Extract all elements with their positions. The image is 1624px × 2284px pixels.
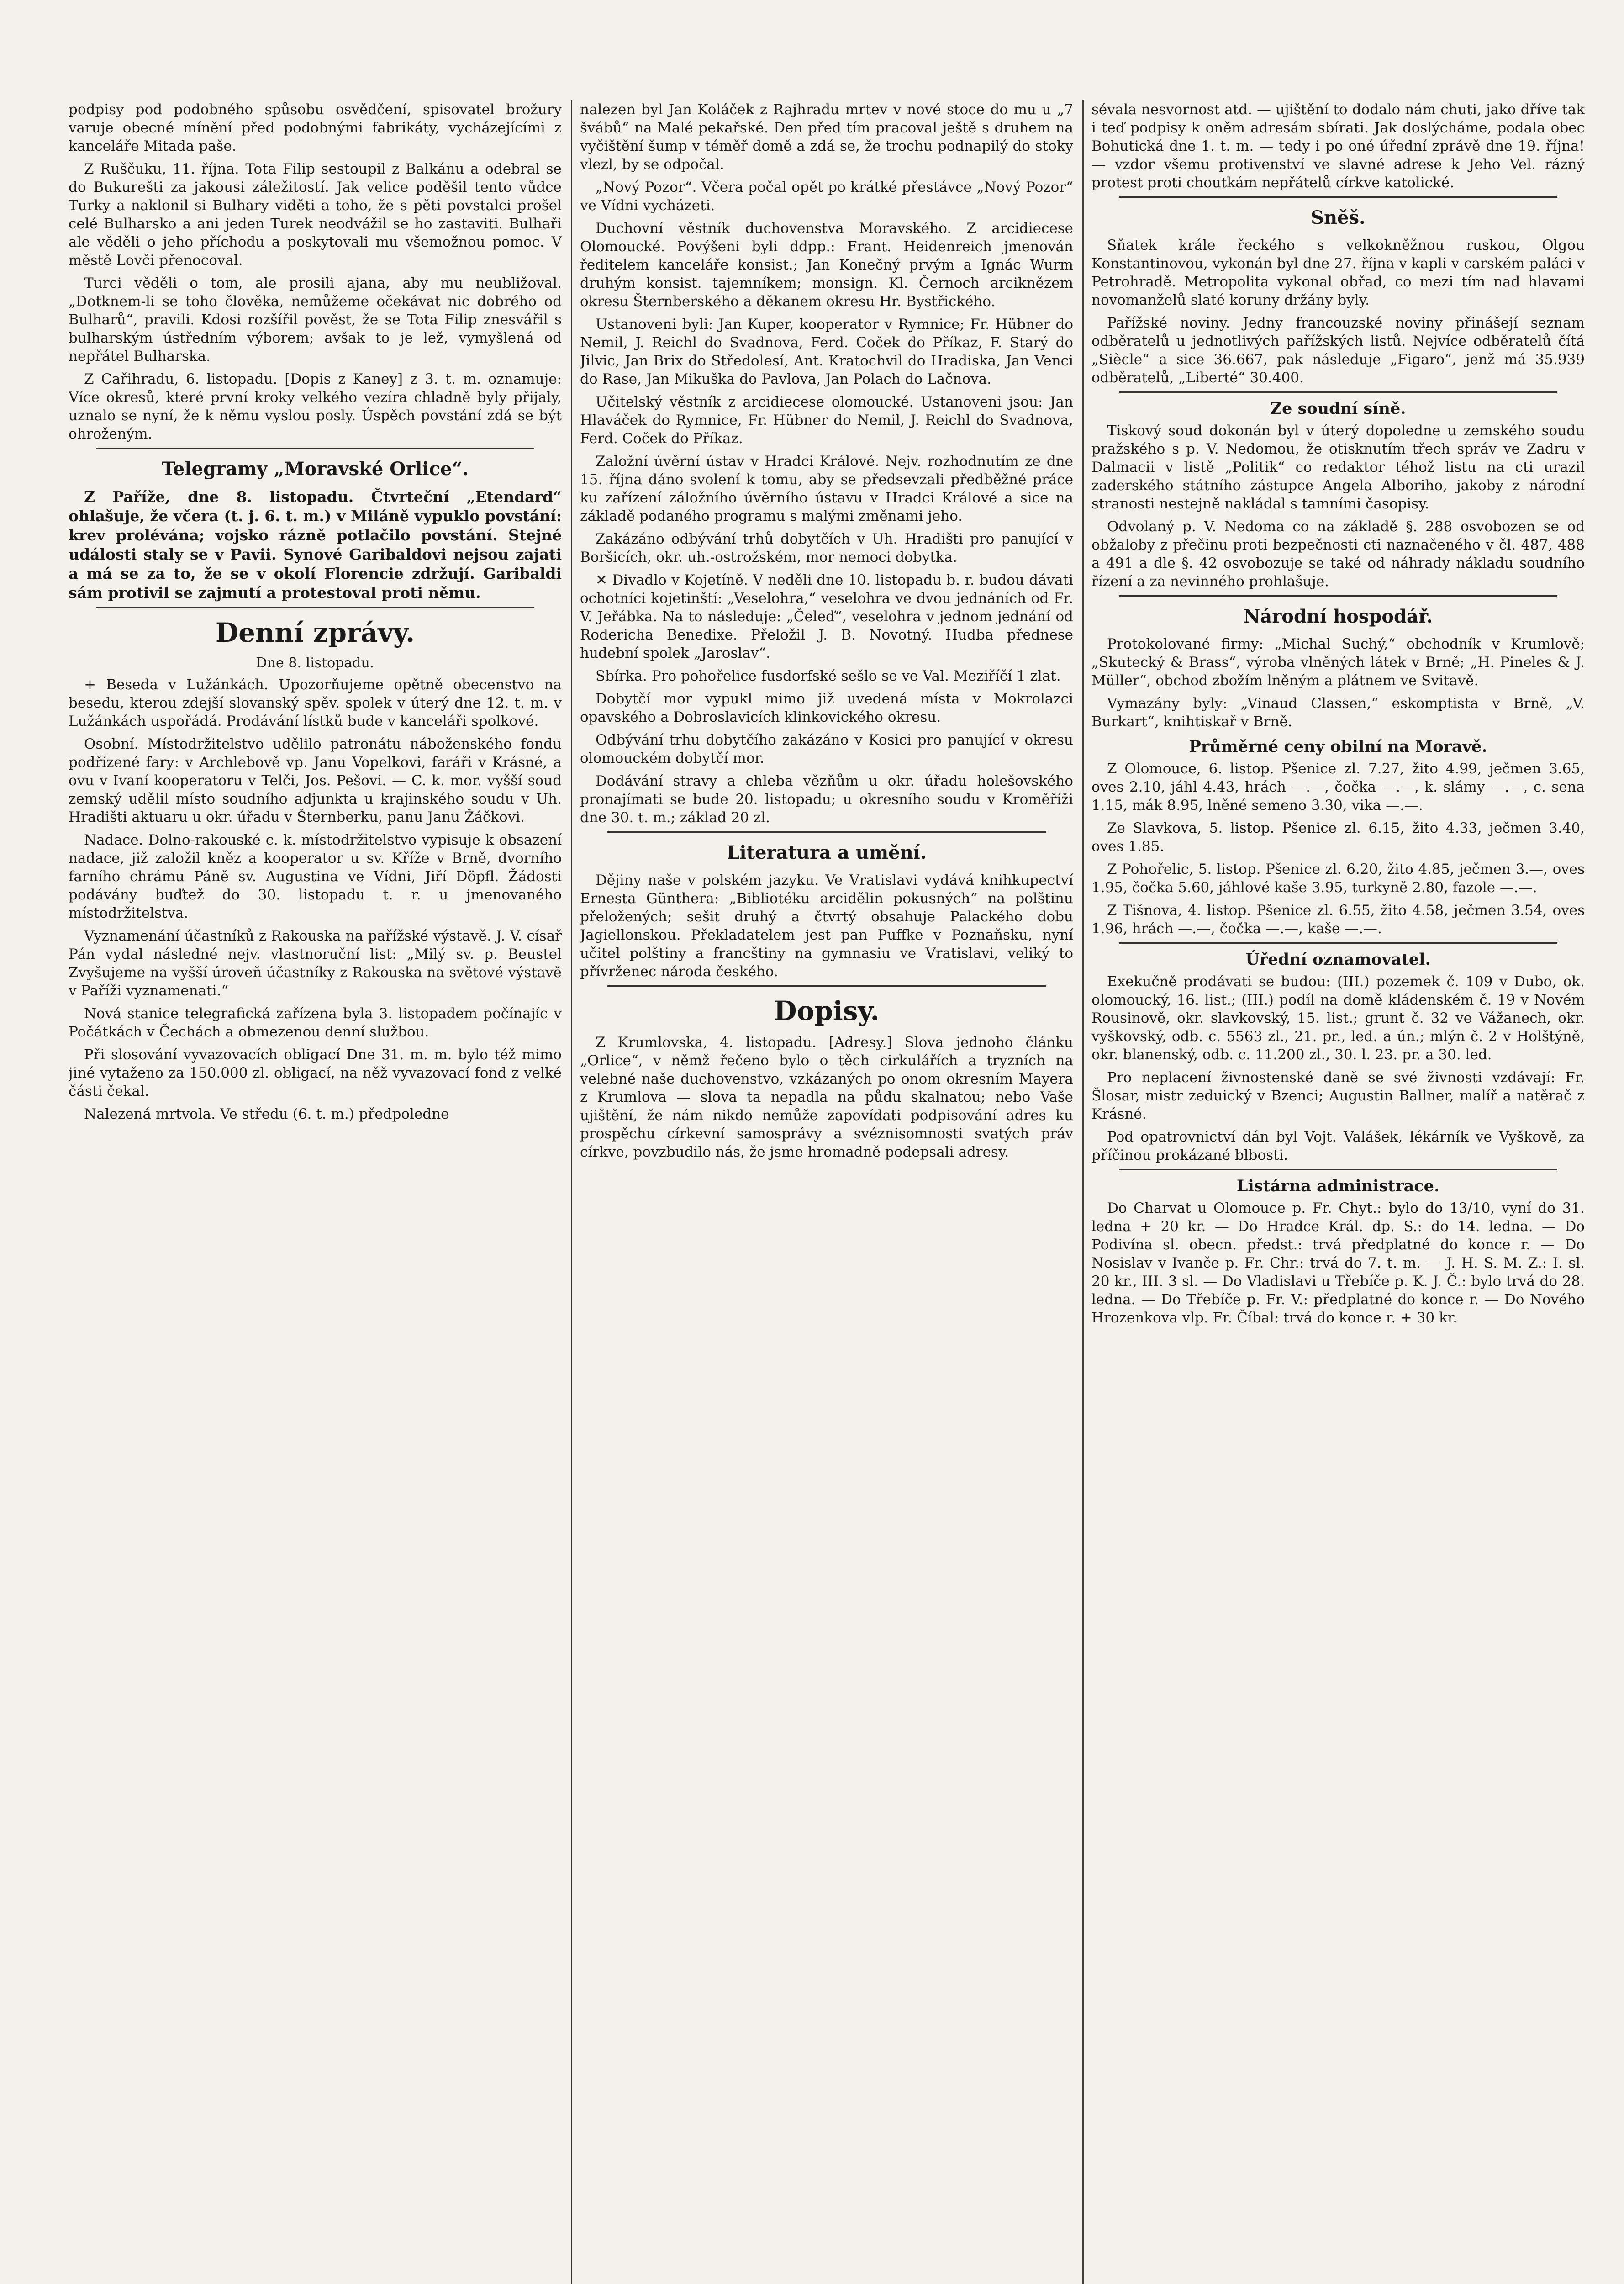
section-divider [1119, 942, 1557, 944]
section-divider [1119, 595, 1557, 597]
news-item-vyznamenani: Vyznamenání účastníků z Rakouska na pařížské výstavě. J. V. císař Pán vydal následné nejv. vlastnoruční list: „Milý sv. p. Beustel Zvyšujeme na vyšší úroveň účastníky z Rakouska na světové výstavě v Paříži vyznamenati.“ [69, 928, 562, 999]
news-item-beseda: + Beseda v Lužánkách. Upozorňujeme opětně obecenstvo na besedu, kterou zdejší slovanský spěv. spolek v úterý dne 12. t. m. v Lužánkách uspořádá. Prodávání lístků bude v kanceláři spolkové. [69, 677, 562, 730]
news-item-mor: Dobytčí mor vypukl mimo již uvedená místa v Mokrolazci opavského a Dobroslavicích klinkovického okresu. [580, 691, 1073, 725]
section-title-snes: Sněš. [1311, 207, 1366, 228]
telegram-text: Z Paříže, dne 8. listopadu. Čtvrteční „Etendard“ ohlašuje, že včera (t. j. 6. t. m.) v Miláně vypuklo povstání: krev prolévána; vojsko rázně potlačilo povstání. Stejné události staly se v Pavii. Synové Garibaldovi nejsou zajati a má se za to, že se v okolí Florencie zdržují. Garibaldi sám protivil se zajmutí a protestoval proti němu. [69, 488, 562, 602]
section-divider [96, 448, 534, 449]
news-item-duchovni-vestnik: Duchovní věstník duchovenstva Moravského. Z arcidiecese Olomoucké. Povýšeni byli ddpp.: Frant. Heidenreich jmenován ředitelem kanceláře konsist.; Jan Konečný prvým a Ignác Wurm druhým konsist. tajemníkem; monsign. Kl. Černoch arciknězem okresu Šternberského a děkanem okresu Hr. Bystřického. [580, 220, 1073, 310]
news-item-ustanoveni: Ustanoveni byli: Jan Kuper, kooperator v Rymnice; Fr. Hübner do Nemil, J. Reichl do Svadnova, Ferd. Coček do Příkaz, F. Starý do Jilvic, Jan Brix do Středolesí, Ant. Kratochvil do Hradiska, Jan Venci do Rase, Jan Mikuška do Pavlova, Jan Polach do Lačnova. [580, 316, 1073, 387]
section-title-ceny: Průměrné ceny obilní na Moravě. [1189, 737, 1487, 756]
column-divider [571, 100, 572, 2284]
notice-listarna: Do Charvat u Olomouce p. Fr. Chyt.: bylo do 13/10, vyní do 31. ledna + 20 kr. — Do Hradce Král. dp. S.: do 14. ledna. — Do Podivína sl. obecn. předst.: trvá předplatné do konce r. — Do Nosislav v Ivanče p. Fr. Chr.: trvá do 7. t. m. — J. H. S. M. Z.: I. sl. 20 kr., III. 3 sl. — Do Vladislavi u Třebíče p. K. J. Č.: bylo trvá do 28. ledna. — Do Třebíče p. Fr. V.: předplatné do konce r. — Do Nového Hrozenkova vlp. Fr. Číbal: trvá do konce r. + 30 kr. [1091, 1200, 1585, 1326]
section-title-denni-zpravy: Denní zprávy. [215, 617, 415, 648]
telegram-block [69, 487, 562, 603]
news-item-sbirka: Sbírka. Pro pohořelice fusdorfské sešlo se ve Val. Meziříčí 1 zlat. [596, 668, 1061, 684]
price-tisnov: Z Tišnova, 4. listop. Pšenice zl. 6.55, žito 4.58, ječmen 3.54, oves 1.96, hrách —.—, čočka —.—, kaše —.—. [1091, 902, 1585, 937]
section-title-listarna: Listárna administrace. [1236, 1177, 1440, 1195]
article-carihrad: Z Cařihradu, 6. listopadu. [Dopis z Kaney] z 3. t. m. oznamuje: Více okresů, které první kroky velkého vezíra chladně byly přijaly, uznalo se nyní, že k němu vyslou posly. Úspěch povstání zdá se být ohroženým. [69, 371, 562, 442]
section-divider [1119, 1169, 1557, 1170]
section-divider [96, 607, 534, 608]
news-item-trh-zakaz: Odbývání trhu dobytčího zakázáno v Kosici pro panující v okresu olomouckém dobytčí mor. [580, 732, 1073, 767]
column-divider [1082, 100, 1084, 2284]
newspaper-page [69, 69, 1612, 2284]
article-text: Turci věděli o tom, ale prosili ajana, aby mu neubližoval. „Dotknem-li se toho člověka, nemůžeme očekávat nic dobrého od Bulharů“, pravili. Kdosi rozšířil pověst, že se Tota Filip znesvářil s bulharským ústředním výborem; avšak to je lež, vymyšlená od nepřátel Bulharska. [69, 275, 562, 365]
section-divider [607, 831, 1046, 833]
article-text: podpisy pod podobného spůsobu osvědčení, spisovatel brožury varuje obecné mínění před podobnými fabrikáty, vycházejícími z kanceláře Mitada paše. [69, 101, 562, 154]
news-item-mrtvola: Nalezená mrtvola. Ve středu (6. t. m.) předpoledne [84, 1106, 449, 1122]
column-3 [1091, 100, 1585, 2284]
news-item-parizske-noviny: Pařížské noviny. Jedny francouzské noviny přinášejí seznam odběratelů u jednotlivých pařížských listů. Nejvíce odběratelů čítá „Siècle“ a sice 36.667, pak následuje „Figaro“, jenž má 35.939 odběratelů, „Liberté“ 30.400. [1091, 315, 1585, 386]
news-item-strava: Dodávání stravy a chleba vězňům u okr. úřadu holešovského pronajímati se bude 20. listopadu; u okresního soudu v Kroměříži dne 30. t. m.; základ 20 zl. [580, 773, 1073, 826]
column-1 [69, 100, 562, 2284]
section-divider [1119, 391, 1557, 393]
news-item-tiskovy-soud: Tiskový soud dokonán byl v úterý dopoledne u zemského soudu pražského s p. V. Nedomou, že otisknutím třech správ ve Zadru v Dalmacii v listě „Politik“ co redaktor téhož listu na cti urazil zaderského státního zástupce Angela Alboriho, jakoby z národní stranosti nestejně nakládal s tamními časopisy. [1091, 423, 1585, 512]
section-title-uredni: Úřední oznamovatel. [1245, 950, 1431, 969]
section-divider [607, 985, 1046, 987]
section-title-dopisy: Dopisy. [774, 995, 880, 1026]
price-slavkov: Ze Slavkova, 5. listop. Pšenice zl. 6.15, žito 4.33, ječmen 3.40, oves 1.85. [1091, 820, 1585, 855]
news-item-firmy: Protokolované firmy: „Michal Suchý,“ obchodník v Krumlově; „Skutecký & Brass“, výroba vlněných látek v Brně; „H. Pineles & J. Müller“, obchod zbožím lněným a plátnem ve Svitavě. [1091, 636, 1585, 689]
notice-zivnost: Pro neplacení živnostenské daně se své živnosti vzdávají: Fr. Šlosar, mistr zeduický v Bzenci; Augustin Ballner, malíř a natěrač z Krásné. [1091, 1069, 1585, 1122]
letter-krumlovsko: Z Krumlovska, 4. listopadu. [Adresy.] Slova jednoho článku „Orlice“, v němž řečeno bylo o těch cirkulářích a tryzních na velebné naše duchovenstvo, vzkázaných po onom okresním Mayera z Krumlova — slova ta nepadla na půdu skalnatou; nebo Vaše ujištění, že nám nikdo nemůže zapovídati podpisování adres ku prospěchu církevní samosprávy a svéznisomnosti svatých práv církve, povzbudilo nás, že jsme hromadně podepsali adresy. [580, 1034, 1073, 1160]
notice-opatrovnictvi: Pod opatrovnictví dán byl Vojt. Valášek, lékárník ve Vyškově, za příčinou prokázané blbosti. [1091, 1129, 1585, 1163]
section-title-hospodar: Národní hospodář. [1243, 606, 1433, 627]
news-item-divadlo: ✕ Divadlo v Kojetíně. V neděli dne 10. listopadu b. r. budou dávati ochotníci kojetinští: „Veselohra,“ veselohra ve dvou jednáních od Fr. V. Jeřábka. Na to následuje: „Čeleď“, veselohra v jednom jednání od Rodericha Benedixe. Přeložil J. B. Novotný. Hudba přednese hudební spolek „Jaroslav“. [580, 572, 1073, 661]
news-item-vymazany: Vymazány byly: „Vinaud Classen,“ eskomptista v Brně, „V. Burkart“, knihtiskař v Brně. [1091, 695, 1585, 730]
news-item-nadace: Nadace. Dolno-rakouské c. k. místodržitelstvo vypisuje k obsazení nadace, již založil kněz a kooperator u sv. Kříže v Brně, dvorního farního chrámu Páně sv. Augustina ve Vídni, Jiří Döpfl. Žádosti podávány buďtež do 30. listopadu t. r. u jmenovaného místodržitelstva. [69, 832, 562, 921]
letter-continuation: sévala nesvornost atd. — ujištění to dodalo nám chuti, jako dříve tak i teď podpisy k oněm adresám sbírati. Jak doslýcháme, podala obec Bohutická dne 1. t. m. — tedy i po oné úřední zprávě dne 19. října! — vzdor všemu protivenství ve slavné adrese k Jeho Vel. rázný protest proti choutkám nepřátelů církve katolické. [1091, 101, 1585, 191]
news-item-osobni: Osobní. Místodržitelstvo udělilo patronátu náboženského fondu podřízené fary: v Archlebově vp. Janu Vopelkovi, faráři v Krásné, a ovu v Ivaní kooperatoru v Telči, Jos. Pešovi. — C. k. mor. vyšší soud zemský udělil místo soudního adjunkta u krajinského soudu v Uh. Hradišti aktuaru u okr. úřadu v Šternberku, panu Janu Žáčkovi. [69, 736, 562, 825]
news-item-dejiny: Dějiny naše v polském jazyku. Ve Vratislavi vydává knihkupectví Ernesta Günthera: „Bibliotéku arcidělin pokusných“ na polštinu přeložených; sešit druhý a čtvrtý obsahuje Palackého dobu Jagiellonskou. Překladatelem jest pan Puffke v Poznaňsku, nyní učitel polštiny a francštiny na gymnasiu ve Vratislavi, veliký to přívrženec národa českého. [580, 872, 1073, 980]
notice-exekuce: Exekučně prodávati se budou: (III.) pozemek č. 109 v Dubo, ok. olomoucký, 16. list.; (III.) podíl na domě kládenském č. 19 v Novém Rousinově, okr. slavkovský, 15. list.; grunt č. 32 ve Vážanech, okr. vyškovský, odb. c. 5563 zl., 21. pr., led. a ún.; mlýn č. 2 v Holštýně, okr. blanenský, odb. c. 11.200 zl., 30. l. 23. pr. a 30. led. [1091, 973, 1585, 1063]
price-olomouc: Z Olomouce, 6. listop. Pšenice zl. 7.27, žito 4.99, ječmen 3.65, oves 2.10, jáhl 4.43, hrách —.—, čočka —.—, k. slámy —.—, c. sena 1.15, mák 8.95, lněné semeno 3.30, vika —.—. [1091, 761, 1585, 814]
news-item-odvolany: Odvolaný p. V. Nedoma co na základě §. 288 osvobozen se od obžaloby z přečinu proti bezpečnosti cti naznačeného v čl. 487, 488 a 491 a dle §. 42 osvobozuje se také od náhrady nákladu soudního řízení a za nevinného prohlašuje. [1091, 518, 1585, 590]
price-pohorelice: Z Pohořelic, 5. listop. Pšenice zl. 6.20, žito 4.85, ječmen 3.—, oves 1.95, čočka 5.60, jáhlové kaše 3.95, turkyně 2.80, fazole —.—. [1091, 861, 1585, 896]
section-title-soudni-sin: Ze soudní síně. [1270, 399, 1406, 418]
article-ruscuk: Z Ruščuku, 11. října. Tota Filip sestoupil z Balkánu a odebral se do Bukurešti za jakousi záležitostí. Jak velice poděšil tento vůdce Turky a naklonil si Bulhary viděti a toho, že s pěti povstalci prošel celé Bulharsko a ani jeden Turek neodvážil se ho zastaviti. Bulhaři ale věděli o jeho příchodu a poskytovali mu všemožnou pomoc. V městě Lovči přenocoval. [69, 161, 562, 269]
news-item-ucitelsky-vestnik: Učitelský věstník z arcidiecese olomoucké. Ustanoveni jsou: Jan Hlaváček do Rymnice, Fr. Hübner do Nemil, J. Reichl do Svadnova, Ferd. Coček do Příkaz. [580, 394, 1073, 447]
section-title-literatura: Literatura a umění. [727, 842, 927, 863]
column-2 [580, 100, 1073, 2284]
section-title-telegramy: Telegramy „Moravské Orlice“. [161, 458, 469, 480]
news-item-telegraf: Nová stanice telegrafická zařízena byla 3. listopadem počínajíc v Počátkách v Čechách a obmezenou denní službou. [69, 1005, 562, 1040]
news-item-trhy: Zakázáno odbývání trhů dobytčích v Uh. Hradišti pro panující v Boršicích, okr. uh.-ostrožském, mor nemoci dobytka. [580, 531, 1073, 566]
news-item-zalozni-ustav: Založní úvěrní ústav v Hradci Králové. Nejv. rozhodnutím ze dne 15. října dáno svolení k tomu, aby se předsevzali předběžné práce ku zařízení záložního úvěrního ústavu v Hradci Králové a sice na základě podaného programu s malými změnami jeho. [580, 453, 1073, 524]
news-item-snatek: Sňatek krále řeckého s velkokněžnou ruskou, Olgou Konstantinovou, vykonán byl dne 27. října v kapli v carském paláci v Petrohradě. Metropolita vykonal obřad, co mezi tím nad hlavami novomanželů slaté koruny držány byly. [1091, 237, 1585, 308]
dateline: Dne 8. listopadu. [256, 655, 374, 671]
news-item-obligace: Při slosování vyvazovacích obligací Dne 31. m. m. bylo též mimo jiné vytaženo za 150.000 zl. obligací, na něž vyvazovací fond z velké části čekal. [69, 1047, 562, 1100]
section-divider [1119, 196, 1557, 198]
news-item-novy-pozor: „Nový Pozor“. Včera počal opět po krátké přestávce „Nový Pozor“ ve Vídni vycházeti. [580, 179, 1073, 214]
news-item-text: nalezen byl Jan Koláček z Rajhradu mrtev v nové stoce do mu u „7 švábů“ na Malé pekařské. Den před tím pracoval ještě s druhem na vyčištění šump v téměř domě a zdá se, že trochu podnapilý do stoky vlezl, by se odpočal. [580, 101, 1073, 173]
